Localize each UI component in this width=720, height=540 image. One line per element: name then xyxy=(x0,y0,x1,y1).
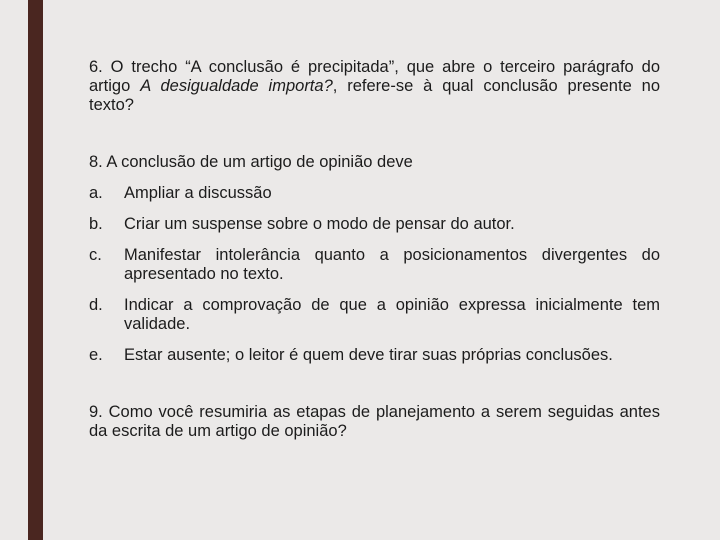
option-e xyxy=(89,346,660,365)
option-text: Ampliar a discussão xyxy=(124,184,272,202)
option-letter: e. xyxy=(89,346,103,364)
question-6-text-end: , refere-se à qual conclusão presente no texto? xyxy=(89,77,660,114)
option-a xyxy=(89,184,660,203)
question-8-options xyxy=(89,184,660,365)
option-letter: a. xyxy=(89,184,103,202)
option-text: Estar ausente; o leitor é quem deve tirar suas próprias conclusões. xyxy=(124,346,613,364)
question-8-stem: 8. A conclusão de um artigo de opinião deve xyxy=(89,153,413,171)
accent-bar xyxy=(28,0,43,540)
option-text: Manifestar intolerância quanto a posicionamentos divergentes do apresentado no texto. xyxy=(124,246,660,283)
option-b xyxy=(89,215,660,234)
option-letter: b. xyxy=(89,215,103,233)
option-letter: c. xyxy=(89,246,102,264)
question-9: 9. Como você resumiria as etapas de planejamento a serem seguidas antes da escrita de um artigo de opinião? xyxy=(89,403,660,440)
article-title: A desigualdade importa? xyxy=(140,77,333,95)
question-6-text-start: 6. O trecho “A conclusão é precipitada”, que abre o terceiro parágrafo do artigo xyxy=(89,58,660,95)
option-text: Indicar a comprovação de que a opinião expressa inicialmente tem validade. xyxy=(124,296,660,333)
question-6 xyxy=(89,58,660,115)
slide-content xyxy=(89,58,660,441)
option-c xyxy=(89,246,660,284)
option-letter: d. xyxy=(89,296,103,314)
option-d xyxy=(89,296,660,334)
option-text: Criar um suspense sobre o modo de pensar do autor. xyxy=(124,215,515,233)
